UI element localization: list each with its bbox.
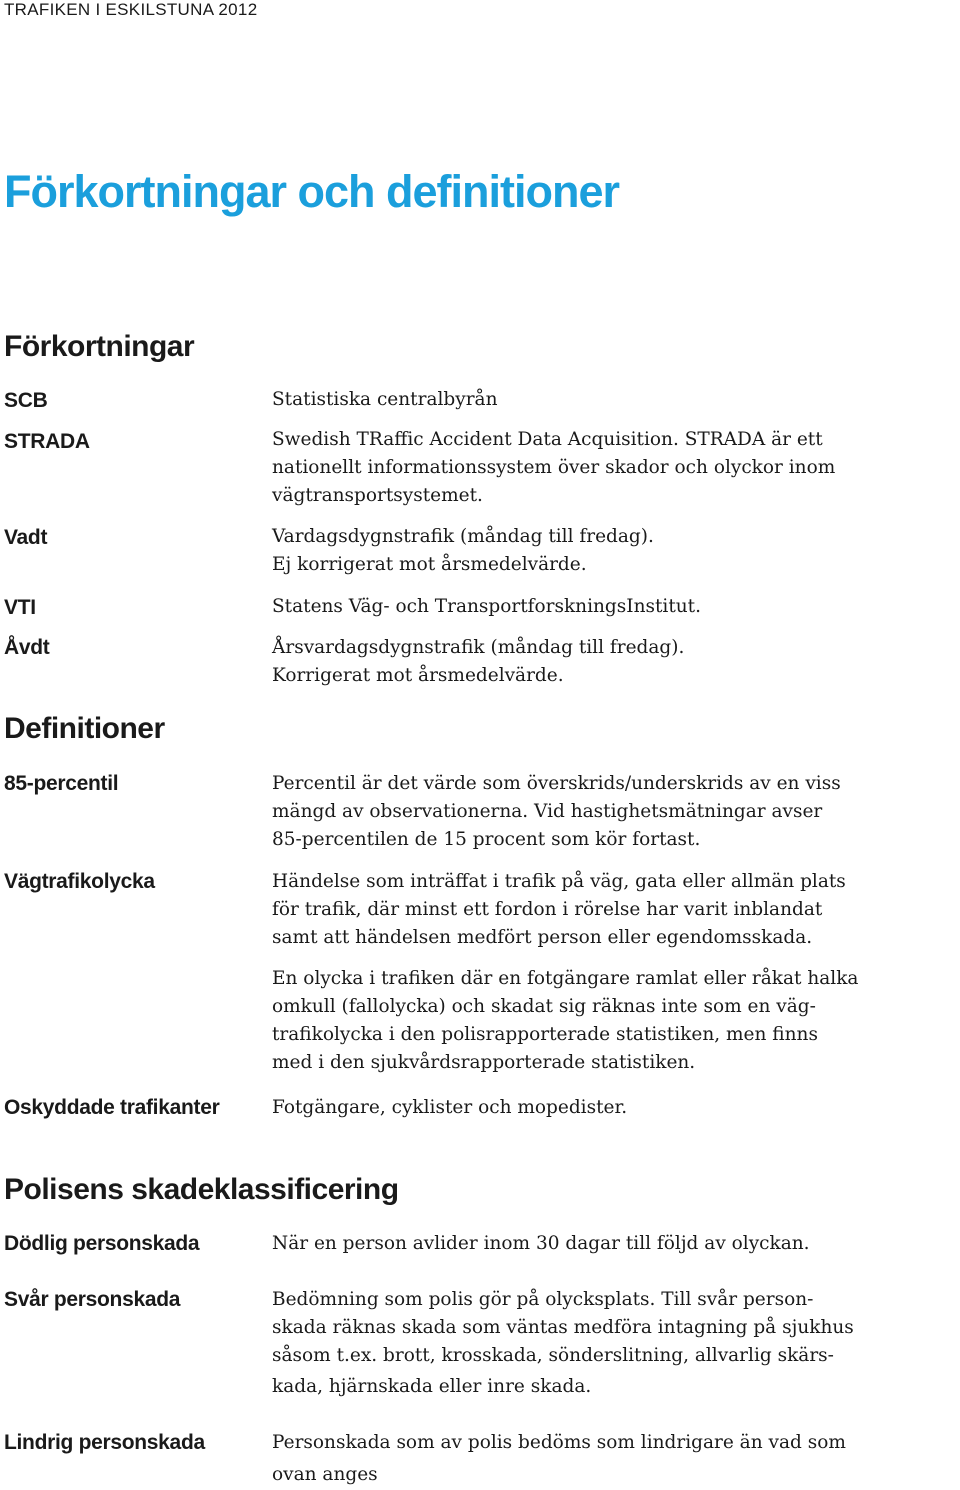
definition-scb [272,386,958,414]
definition-line: En olycka i trafiken där en fotgängare ramlat eller råkat halka [272,968,859,989]
definition-line: 85-percentilen de 15 procent som kör fortast. [272,829,701,850]
definition-line: Korrigerat mot årsmedelvärde. [272,665,564,686]
definition-line: vägtransportsystemet. [272,485,483,506]
term-strada: STRADA [4,430,90,453]
definition-vagtrafikolycka [272,868,958,952]
term-avdt: Åvdt [4,636,50,659]
definition-line: Statens Väg- och TransportforskningsInstitut. [272,596,701,617]
definition-lindrig-personskada [272,1429,958,1489]
definition-line: Statistiska centralbyrån [272,389,498,410]
definition-line: Swedish TRaffic Accident Data Acquisition. STRADA är ett [272,429,823,450]
term-svar-personskada: Svår personskada [4,1288,181,1311]
definition-line: Percentil är det värde som överskrids/underskrids av en viss [272,773,841,794]
page-title: Förkortningar och definitioner [4,166,620,217]
definition-vti [272,593,958,621]
definition-vagtrafikolycka-note [272,965,958,1077]
term-vti: VTI [4,596,36,619]
term-vadt: Vadt [4,526,48,549]
running-header: TRAFIKEN I ESKILSTUNA 2012 [4,0,258,19]
definition-dodlig-personskada [272,1230,958,1258]
definition-line: såsom t.ex. brott, krosskada, sönderslitning, allvarlig skärs- [272,1345,834,1366]
definition-line: Händelse som inträffat i trafik på väg, gata eller allmän plats [272,871,846,892]
definition-line: Vardagsdygnstrafik (måndag till fredag). [272,526,654,547]
definition-line: nationellt informationssystem över skador och olyckor inom [272,457,836,478]
definition-line: omkull (fallolycka) och skadat sig räknas inte som en väg- [272,996,816,1017]
definition-strada [272,426,958,510]
definition-vadt [272,523,958,579]
definition-line: skada räknas skada som väntas medföra intagning på sjukhus [272,1317,854,1338]
term-scb: SCB [4,389,48,412]
definition-line: med i den sjukvårdsrapporterade statistiken. [272,1052,696,1073]
term-oskyddade-trafikanter: Oskyddade trafikanter [4,1096,220,1119]
term-vagtrafikolycka: Vägtrafikolycka [4,870,155,893]
definition-line: kada, hjärnskada eller inre skada. [272,1376,592,1397]
definition-85-percentil [272,770,958,854]
abbreviations-heading: Förkortningar [4,330,195,363]
definition-avdt [272,634,958,690]
term-lindrig-personskada: Lindrig personskada [4,1431,205,1454]
police-classification-heading: Polisens skadeklassificering [4,1173,399,1206]
definition-line: för trafik, där minst ett fordon i rörelse har varit inblandat [272,899,823,920]
definition-line: Personskada som av polis bedöms som lindrigare än vad som [272,1432,846,1453]
definition-line: Årsvardagsdygnstrafik (måndag till fredag). [272,637,685,658]
definition-line: Bedömning som polis gör på olycksplats. Till svår person- [272,1289,814,1310]
definition-svar-personskada [272,1286,958,1401]
definitions-heading: Definitioner [4,712,165,745]
definition-line: trafikolycka i den polisrapporterade statistiken, men finns [272,1024,818,1045]
definition-line: samt att händelsen medfört person eller egendomsskada. [272,927,813,948]
definition-line: Ej korrigerat mot årsmedelvärde. [272,554,587,575]
definition-line: När en person avlider inom 30 dagar till följd av olyckan. [272,1233,810,1254]
definition-line: Fotgängare, cyklister och mopedister. [272,1097,628,1118]
definition-line: mängd av observationerna. Vid hastighetsmätningar avser [272,801,823,822]
definition-oskyddade-trafikanter [272,1094,958,1122]
term-85-percentil: 85-percentil [4,772,119,795]
term-dodlig-personskada: Dödlig personskada [4,1232,200,1255]
definition-line: ovan anges [272,1464,378,1485]
